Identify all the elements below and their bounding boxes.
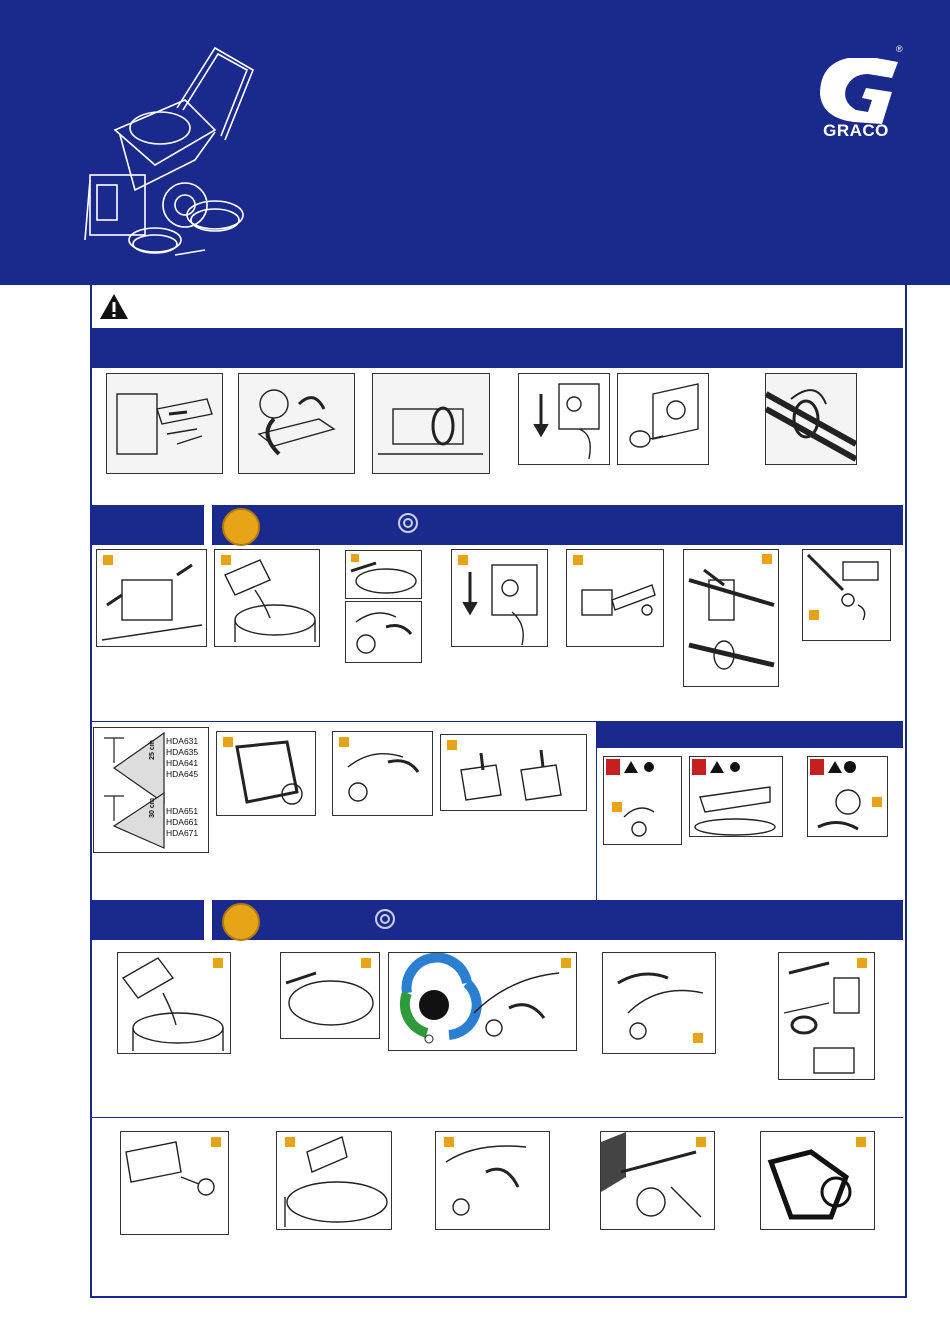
relief-step-2-image: [689, 756, 783, 837]
wide-width-label: 30 cm: [149, 798, 156, 818]
tip-code: HDA635: [166, 747, 199, 757]
prime-step-3a-image: [345, 550, 422, 599]
setup-step-6-image: [765, 373, 857, 465]
wide-tip-list: [166, 806, 198, 839]
pressure-relief-header: [597, 722, 903, 748]
prime-step-3b-image: [345, 601, 422, 663]
spray-step-5-image: [778, 952, 875, 1080]
relief-step-1-image: [603, 756, 682, 845]
prime-step-4-image: [451, 549, 548, 647]
setup-section-header: [91, 328, 903, 368]
prime-step-2-image: [214, 549, 320, 647]
prime-section-header: [212, 505, 903, 545]
setup-step-2-image: [238, 373, 355, 474]
paint-sprayer-illustration: [75, 40, 255, 270]
tip-code: HDA671: [166, 828, 199, 838]
spiral-icon: [398, 513, 418, 533]
registered-mark: ®: [896, 44, 903, 54]
narrow-tip-list: [166, 736, 198, 780]
tip-code: HDA641: [166, 758, 199, 768]
setup-step-3-image: [372, 373, 490, 474]
tip-chart: [93, 727, 209, 853]
divider: [91, 1117, 903, 1118]
setup-step-4-image: [518, 373, 610, 465]
relief-step-3-image: [807, 756, 888, 837]
prime-section-label-band: [91, 505, 204, 545]
tip-step-3-image: [440, 734, 587, 811]
header-band: [0, 0, 950, 285]
prime-step-7-image: [802, 549, 891, 641]
tip-code: HDA645: [166, 769, 199, 779]
spray-step-3-image: [388, 952, 577, 1051]
spray-step-4-image: [602, 952, 716, 1054]
tip-code: HDA661: [166, 817, 199, 827]
cleanup-step-4-image: [600, 1131, 715, 1230]
setup-step-5-image: [617, 373, 709, 465]
tip-code: HDA651: [166, 806, 199, 816]
tip-step-1-image: [216, 731, 316, 816]
cleanup-step-5-image: [760, 1131, 875, 1230]
spray-section-header: [212, 900, 903, 940]
tip-step-2-image: [332, 731, 433, 816]
spray-step-1-image: [117, 952, 231, 1054]
spiral-icon: [375, 909, 395, 929]
vertical-divider: [596, 722, 597, 900]
prime-step-6-image: [683, 549, 779, 687]
cleanup-step-1-image: [120, 1131, 229, 1235]
cleanup-step-2-image: [276, 1131, 392, 1230]
prime-step-1-image: [96, 549, 207, 647]
spray-step-2-image: [280, 952, 380, 1039]
warning-triangle-icon: [99, 293, 129, 320]
spray-tip-badge-icon: [222, 508, 260, 546]
tip-code: HDA631: [166, 736, 199, 746]
cleanup-step-3-image: [435, 1131, 550, 1230]
setup-step-1-image: [106, 373, 223, 474]
narrow-width-label: 25 cm: [149, 740, 156, 760]
spray-section-label-band: [91, 900, 204, 940]
prime-step-5-image: [566, 549, 664, 647]
nozzle-badge-icon: [222, 903, 260, 941]
brand-name: GRACO: [823, 121, 889, 140]
